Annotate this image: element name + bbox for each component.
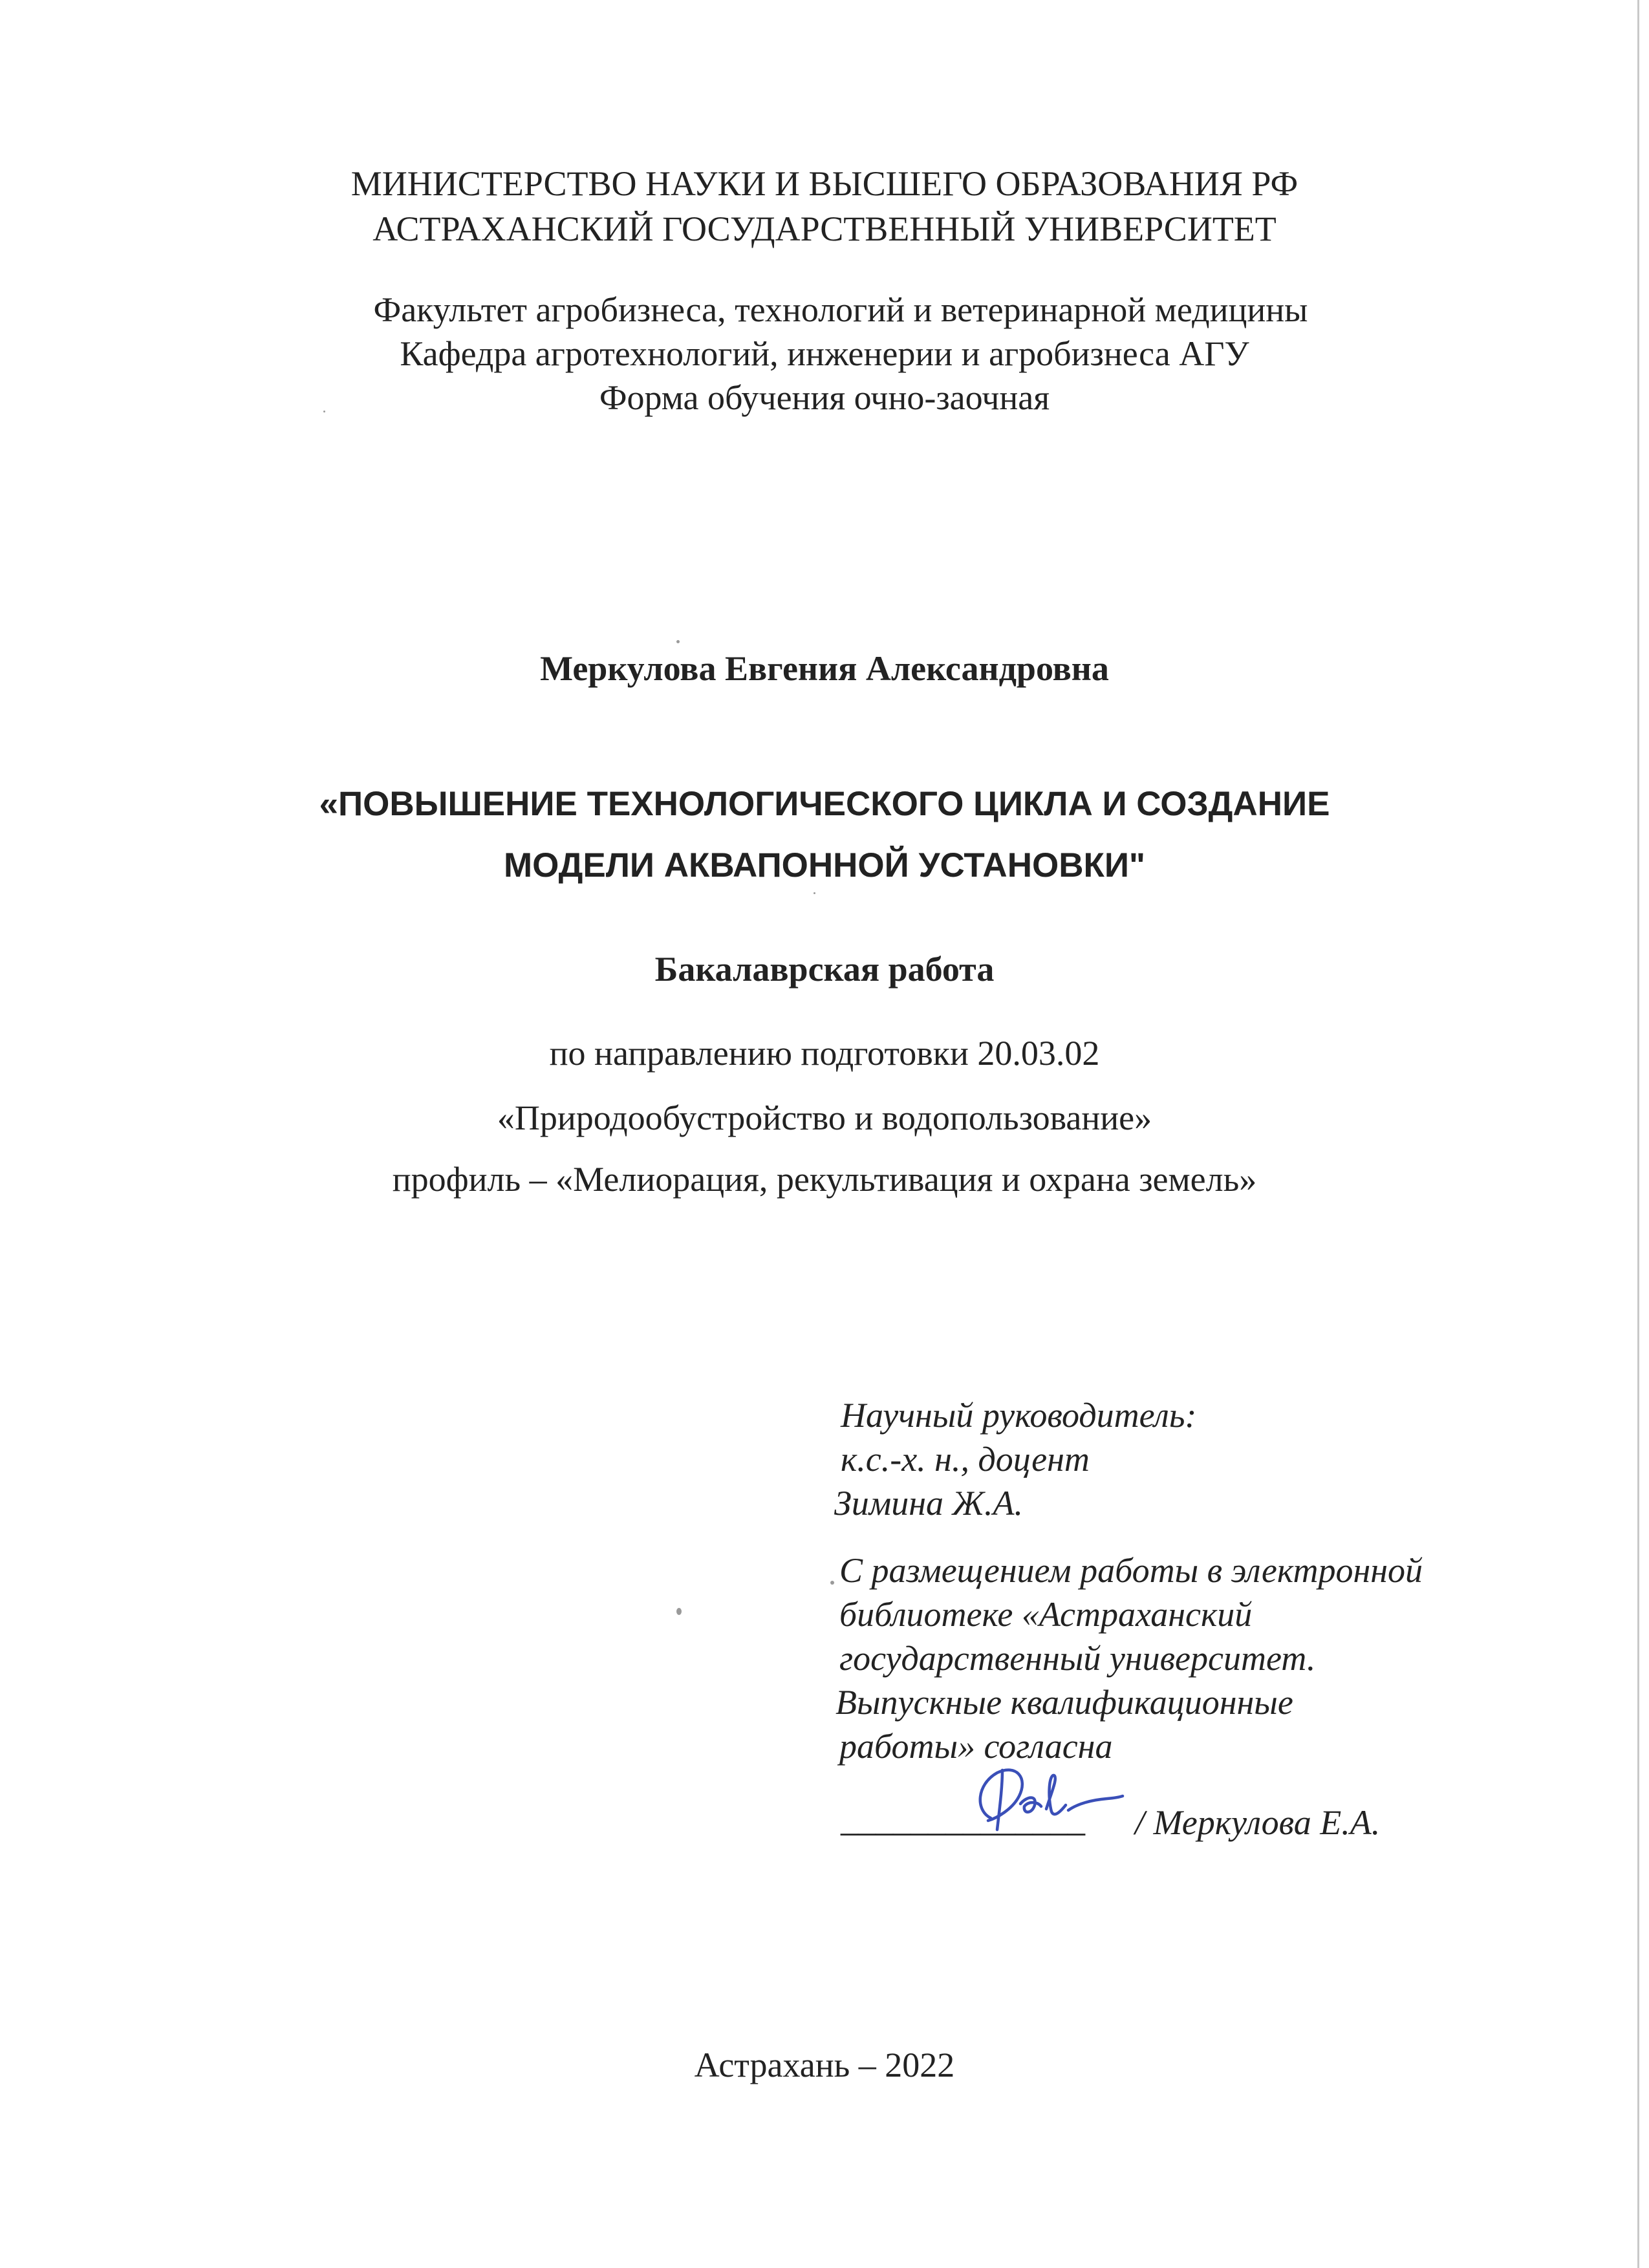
author-name: Меркулова Евгения Александровна [540, 649, 1109, 688]
scan-edge-line [1637, 0, 1639, 2268]
scan-speck [676, 1608, 682, 1615]
signature-line: ______________ [841, 1800, 1085, 1839]
consent-line-4: Выпускные квалификационные [835, 1683, 1293, 1722]
supervisor-name: Зимина Ж.А. [834, 1484, 1023, 1523]
scan-speck [830, 1581, 834, 1585]
scan-speck [676, 640, 680, 643]
supervisor-label: Научный руководитель: [841, 1396, 1197, 1435]
consent-line-3: государственный университет. [839, 1639, 1316, 1678]
university-heading: АСТРАХАНСКИЙ ГОСУДАРСТВЕННЫЙ УНИВЕРСИТЕТ [372, 209, 1277, 248]
faculty-line: Факультет агробизнеса, технологий и ветеринарной медицины [373, 290, 1308, 329]
direction-line-2: «Природообустройство и водопользование» [497, 1098, 1152, 1137]
consent-line-2: библиотеке «Астраханский [839, 1595, 1253, 1634]
scan-speck [323, 411, 325, 412]
ministry-heading: МИНИСТЕРСТВО НАУКИ И ВЫСШЕГО ОБРАЗОВАНИЯ РФ [350, 164, 1299, 203]
work-type: Бакалаврская работа [654, 950, 995, 989]
study-form-line: Форма обучения очно-заочная [599, 378, 1050, 417]
consent-line-1: С размещением работы в электронной [839, 1551, 1423, 1590]
consent-line-5: работы» согласна [839, 1727, 1113, 1766]
thesis-title-line-1: «ПОВЫШЕНИЕ ТЕХНОЛОГИЧЕСКОГО ЦИКЛА И СОЗДАНИЕ [319, 785, 1330, 823]
thesis-title-line-2: МОДЕЛИ АКВАПОННОЙ УСТАНОВКИ" [503, 846, 1146, 884]
department-line: Кафедра агротехнологий, инженерии и агробизнеса АГУ [400, 334, 1249, 373]
handwritten-signature [957, 1759, 1151, 1843]
direction-line-3: профиль – «Мелиорация, рекультивация и охрана земель» [392, 1160, 1257, 1199]
supervisor-degree: к.с.-х. н., доцент [841, 1440, 1090, 1479]
city-year: Астрахань – 2022 [694, 2046, 955, 2084]
scan-speck [814, 892, 815, 894]
signer-name: / Меркулова Е.А. [1135, 1803, 1381, 1842]
direction-line-1: по направлению подготовки 20.03.02 [549, 1034, 1100, 1073]
